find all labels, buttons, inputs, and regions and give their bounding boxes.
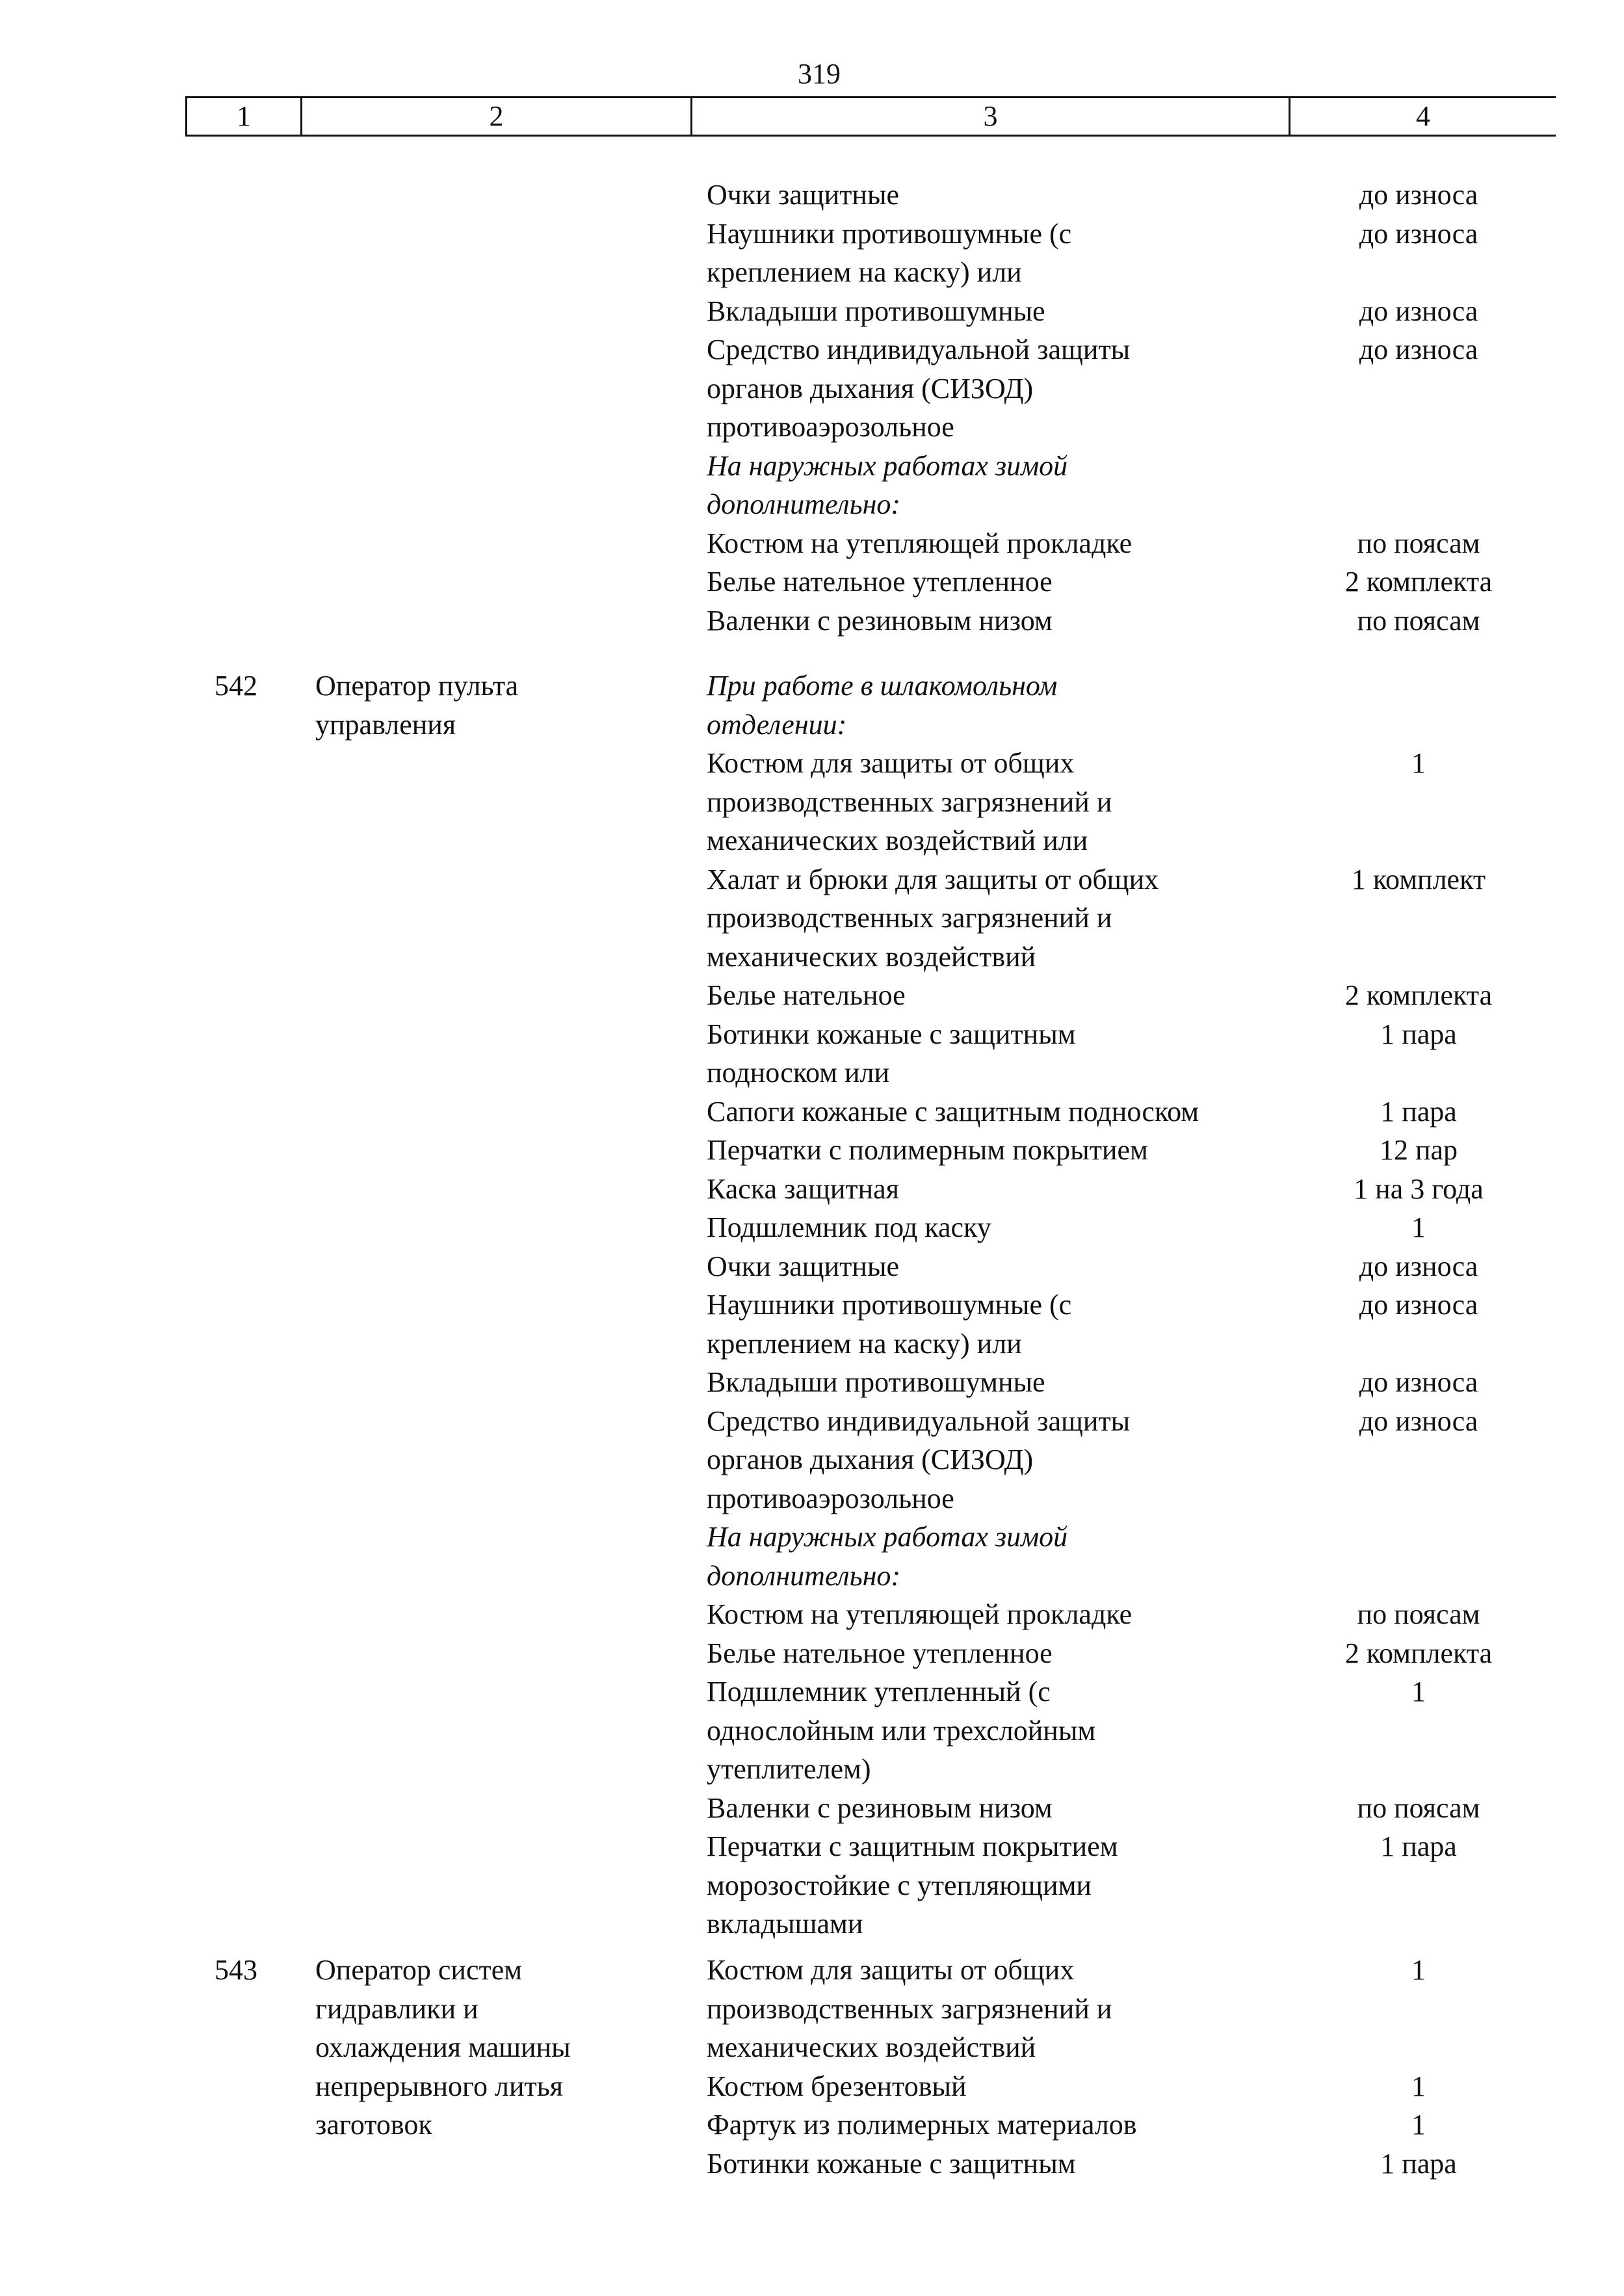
item-name-line: вкладышами [707, 1908, 863, 1940]
item-name-line: механических воздействий [707, 2031, 1036, 2063]
item-name-line: органов дыхания (СИЗОД) [707, 1444, 1034, 1475]
item-name [707, 1247, 1292, 1286]
item-name-line: отделении: [707, 708, 847, 741]
item-name-line: Белье нательное утепленное [707, 1637, 1053, 1669]
item-name-line: механических воздействий [707, 940, 1036, 973]
row-number: 543 [215, 1954, 257, 1986]
item-name [707, 1092, 1292, 1131]
item-name-line: Костюм брезентовый [707, 2070, 967, 2102]
item-norm: до износа [1359, 1289, 1478, 1321]
list-item [707, 1827, 1552, 1944]
item-norm: 1 пара [1380, 2147, 1457, 2180]
item-norm: до износа [1359, 295, 1478, 327]
item-name [707, 447, 1292, 524]
header-col-1: 1 [187, 98, 302, 135]
item-name-line: Ботинки кожаные с защитным [707, 2147, 1076, 2180]
item-name-line: Подшлемник под каску [707, 1211, 991, 1243]
item-norm [1292, 666, 1545, 744]
item-norm: 2 комплекта [1344, 979, 1493, 1011]
item-name-line: На наружных работах зимой [707, 449, 1068, 482]
list-item [707, 1015, 1552, 1092]
item-name [707, 1170, 1292, 1209]
item-name-line: Перчатки с полимерным покрытием [707, 1134, 1148, 1166]
list-item [707, 1672, 1552, 1789]
item-name-line: Фартук из полимерных материалов [707, 2109, 1137, 2141]
item-name-line: Средство индивидуальной защиты [707, 334, 1131, 365]
list-item [707, 601, 1552, 640]
list-item [707, 176, 1552, 215]
item-name-line: однослойным или трехслойным [707, 1714, 1096, 1747]
item-name [707, 1131, 1292, 1170]
item-name-line: механических воздействий или [707, 825, 1088, 856]
item-name-line: креплением на каску) или [707, 256, 1022, 288]
item-name [707, 1015, 1292, 1092]
item-name [707, 330, 1292, 447]
item-name [707, 1595, 1292, 1634]
item-name [707, 1672, 1292, 1789]
item-norm: 1 [1411, 2109, 1426, 2141]
item-norm: до износа [1359, 334, 1478, 365]
profession-line: Оператор пульта [315, 670, 519, 702]
item-name [707, 562, 1292, 601]
item-name [707, 176, 1292, 215]
item-name-line: Ботинки кожаные с защитным [707, 1018, 1076, 1050]
item-norm: 2 комплекта [1344, 566, 1493, 598]
item-norm: по поясам [1357, 527, 1480, 559]
item-name [707, 744, 1292, 860]
header-col-4: 4 [1416, 100, 1430, 132]
item-norm: 1 на 3 года [1354, 1172, 1484, 1205]
item-norm: 1 [1411, 1211, 1426, 1243]
item-norm: до износа [1359, 1250, 1478, 1282]
item-name-line: Очки защитные [707, 179, 900, 211]
item-norm: по поясам [1357, 1598, 1480, 1630]
item-norm: 1 пара [1380, 1830, 1457, 1862]
item-name [707, 1208, 1292, 1247]
item-name-line: дополнительно: [707, 488, 901, 520]
item-norm: 1 пара [1380, 1095, 1457, 1128]
item-name-line: Халат и брюки для защиты от общих [707, 863, 1159, 895]
item-name-line: Белье нательное утепленное [707, 566, 1053, 598]
item-name [707, 215, 1292, 292]
item-norm: по поясам [1357, 1791, 1480, 1824]
header-col-3: 3 [692, 98, 1290, 135]
item-name [707, 976, 1292, 1015]
item-norm: 1 [1411, 1676, 1426, 1708]
item-name [707, 1827, 1292, 1944]
list-item [707, 1402, 1552, 1518]
list-item [707, 1092, 1552, 1131]
item-name-line: Каска защитная [707, 1172, 899, 1205]
list-item [707, 1363, 1552, 1402]
list-item [707, 215, 1552, 292]
item-name [707, 2144, 1292, 2184]
item-norm: по поясам [1357, 604, 1480, 637]
item-norm [1292, 1518, 1545, 1595]
list-item [707, 330, 1552, 447]
profession-line: гидравлики и [315, 1992, 478, 2025]
item-name-line: противоаэрозольное [707, 411, 954, 443]
item-name [707, 1286, 1292, 1363]
item-name [707, 524, 1292, 563]
item-name [707, 601, 1292, 640]
item-name-line: органов дыхания (СИЗОД) [707, 372, 1034, 404]
item-norm: до износа [1359, 1366, 1478, 1398]
list-item [707, 2105, 1552, 2144]
profession-line: непрерывного литья [315, 2070, 564, 2102]
item-name-line: Костюм на утепляющей прокладке [707, 1598, 1133, 1630]
equipment-list [707, 1951, 1552, 2183]
item-name-line: Валенки с резиновым низом [707, 1791, 1053, 1824]
list-item [707, 1131, 1552, 1170]
item-norm: 1 пара [1380, 1018, 1457, 1050]
item-name-line: дополнительно: [707, 1559, 901, 1592]
list-item [707, 860, 1552, 977]
item-name-line: Белье нательное [707, 979, 906, 1011]
list-item [707, 1634, 1552, 1673]
item-name-line: Наушники противошумные (с [707, 1289, 1072, 1321]
item-norm [1292, 447, 1545, 524]
item-name-line: производственных загрязнений и [707, 785, 1112, 818]
item-name-line: подноском или [707, 1057, 890, 1089]
item-norm: 12 пар [1379, 1134, 1458, 1166]
list-item [707, 2067, 1552, 2106]
item-name-line: При работе в шлакомольном [707, 670, 1058, 702]
list-item [707, 1595, 1552, 1634]
item-name-line: креплением на каску) или [707, 1327, 1022, 1360]
profession-name [315, 666, 679, 744]
equipment-list [707, 176, 1552, 640]
list-item [707, 1208, 1552, 1247]
list-item [707, 524, 1552, 563]
item-name [707, 1518, 1292, 1595]
item-name-line: На наружных работах зимой [707, 1521, 1068, 1553]
item-name-line: Костюм для защиты от общих [707, 1954, 1075, 1986]
item-norm: до износа [1359, 217, 1478, 250]
item-norm: до износа [1359, 1405, 1478, 1437]
list-item [707, 2144, 1552, 2184]
item-name-line: Валенки с резиновым низом [707, 604, 1053, 637]
table-header [185, 96, 1556, 137]
list-item [707, 744, 1552, 860]
list-item [707, 1286, 1552, 1363]
equipment-list [707, 666, 1552, 1944]
item-norm: 2 комплекта [1344, 1637, 1493, 1669]
item-norm: 1 [1411, 1954, 1426, 1986]
profession-line: заготовок [315, 2109, 432, 2141]
item-name [707, 1363, 1292, 1402]
item-name-line: Перчатки с защитным покрытием [707, 1830, 1118, 1862]
item-norm: до износа [1359, 179, 1478, 211]
profession-name [315, 1951, 679, 2144]
item-norm: 1 комплект [1351, 863, 1486, 895]
row-number: 542 [215, 670, 257, 702]
item-name-line: Вкладыши противошумные [707, 295, 1045, 327]
list-item [707, 976, 1552, 1015]
item-name [707, 666, 1292, 744]
item-name [707, 860, 1292, 977]
item-name [707, 292, 1292, 331]
item-name [707, 1634, 1292, 1673]
item-name-line: морозостойкие с утепляющими [707, 1869, 1092, 1901]
item-name-line: Костюм для защиты от общих [707, 747, 1075, 779]
list-item [707, 1789, 1552, 1828]
section-note [707, 1518, 1552, 1595]
section-note [707, 447, 1552, 524]
list-item [707, 1170, 1552, 1209]
item-name [707, 2067, 1292, 2106]
item-name-line: Сапоги кожаные с защитным подноском [707, 1095, 1199, 1128]
item-name [707, 1789, 1292, 1828]
item-name-line: Подшлемник утепленный (с [707, 1676, 1051, 1708]
item-name-line: производственных загрязнений и [707, 1992, 1112, 2025]
item-name-line: Костюм на утепляющей прокладке [707, 527, 1133, 559]
header-col-2: 2 [302, 98, 692, 135]
item-name-line: производственных загрязнений и [707, 902, 1112, 934]
profession-line: Оператор систем [315, 1954, 523, 1986]
item-norm: 1 [1411, 747, 1426, 779]
list-item [707, 1951, 1552, 2067]
section-note [707, 666, 1552, 744]
item-name-line: противоаэрозольное [707, 1482, 954, 1514]
profession-line: управления [315, 708, 456, 741]
item-norm: 1 [1411, 2070, 1426, 2102]
item-name-line: Вкладыши противошумные [707, 1366, 1045, 1398]
list-item [707, 562, 1552, 601]
list-item [707, 292, 1552, 331]
item-name [707, 1951, 1292, 2067]
item-name [707, 1402, 1292, 1518]
item-name [707, 2105, 1292, 2144]
page-number: 319 [798, 58, 841, 90]
item-name-line: Очки защитные [707, 1250, 900, 1282]
item-name-line: утеплителем) [707, 1753, 871, 1785]
profession-line: охлаждения машины [315, 2031, 571, 2063]
list-item [707, 1247, 1552, 1286]
item-name-line: Средство индивидуальной защиты [707, 1405, 1131, 1437]
item-name-line: Наушники противошумные (с [707, 217, 1072, 250]
